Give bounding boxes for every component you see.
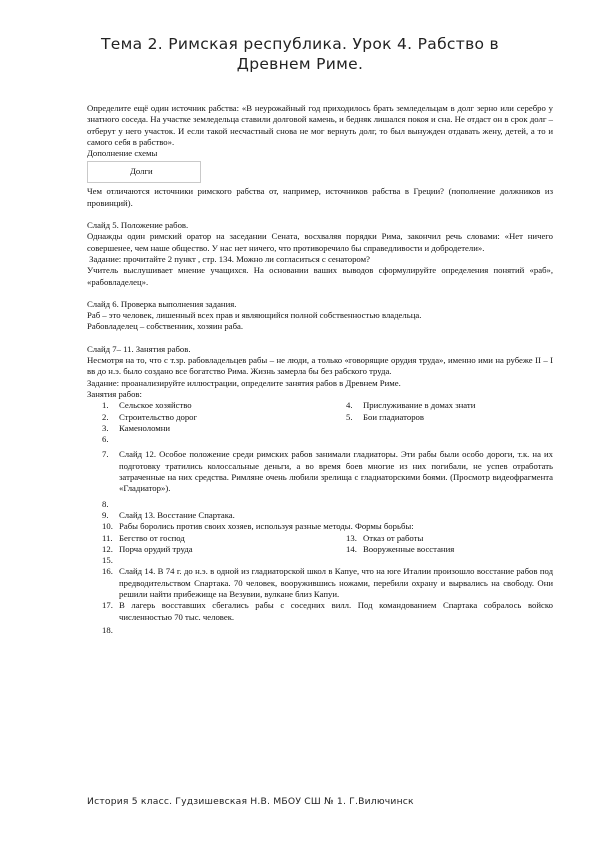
- slide5-task: Задание: прочитайте 2 пункт , стр. 134. Можно ли согласиться с сенатором?: [87, 253, 370, 264]
- slave-definition: Раб – это человек, лишенный всех прав и являющийся полной собственностью владельца.: [87, 310, 422, 321]
- list-row: [102, 600, 553, 623]
- document-body: [87, 103, 553, 636]
- list-item: Вооруженные восстания: [363, 543, 455, 554]
- slide6-title: Слайд 6. Проверка выполнения задания.: [87, 298, 237, 309]
- struggle-forms-label: Рабы боролись против своих хозяев, используя разные методы. Формы борьбы:: [119, 521, 414, 532]
- list-number: 9.: [102, 509, 109, 520]
- list-number: 13.: [346, 532, 357, 543]
- list-number: 16.: [102, 566, 113, 577]
- slide5-teacher-note: Учитель выслушивает мнение учащихся. На основании ваших выводов сформулируйте определения понятий «раб», «рабовладелец».: [87, 265, 553, 287]
- debt-source-paragraph: Определите ещё один источник рабства: «В неурожайный год приходилось брать земледельцам в долг зерно или серебро у знатного соседа. На участке земледельца ставили долговой камень, и бедняк лишался покоя и сна. Не отдаст он в срок долг – отберут у него участок. И если такой несчастный снова не мог вернуть долг, то был вынужден отдавать жену, детей, а то и самого себя в рабство».: [87, 103, 553, 147]
- list-row: [102, 499, 553, 510]
- scheme-box: [87, 161, 201, 183]
- list-row: [102, 510, 553, 521]
- list-row: [102, 521, 553, 532]
- list-number: 8.: [102, 498, 109, 509]
- list-number: 15.: [102, 555, 113, 566]
- list-item: Порча орудий труда: [119, 543, 193, 554]
- comparison-question: Чем отличаются источники римского рабства от, например, источников рабства в Греции? (пополнение должников из провинций).: [87, 186, 553, 208]
- list-number: 2.: [102, 411, 109, 422]
- list-number: 12.: [102, 543, 113, 554]
- gladiators-paragraph: Слайд 12. Особое положение среди римских рабов занимали гладиаторы. Эти рабы были особо дороги, т.к. на их подготовку тратились колоссальные деньги, а во время боев многие из них погибали, не успев отработать затраченные на них средства. Римляне очень любили зрелища с гладиаторскими боями. (Просмотр видеофрагмента «Гладиатор»).: [119, 449, 553, 494]
- list-number: 1.: [102, 400, 109, 411]
- list-number: 14.: [346, 543, 357, 554]
- list-item: Прислуживание в домах знати: [363, 400, 476, 411]
- list-number: 11.: [102, 532, 113, 543]
- list-item: Бегство от господ: [119, 532, 185, 543]
- lesson-title: [60, 34, 540, 74]
- list-number: 3.: [102, 422, 109, 433]
- scheme-label: Дополнение схемы: [87, 148, 158, 159]
- list-row: [102, 544, 553, 555]
- list-number: 6.: [102, 434, 109, 445]
- slide5-title: Слайд 5. Положение рабов.: [87, 220, 189, 231]
- numbered-list: [87, 400, 553, 636]
- slide7-text: Несмотря на то, что с т.зр. рабовладельцев рабы – не люди, а только «говорящие орудия труда», именно ими на рубеже II – I вв до н.э. было создано все богатство Рима. Жизнь замерла бы без рабского труда.: [87, 355, 553, 377]
- list-item: Сельское хозяйство: [119, 400, 192, 411]
- list-item: Каменоломни: [119, 422, 171, 433]
- list-row: [102, 400, 553, 411]
- list-row: [102, 434, 553, 445]
- list-number: 7.: [102, 449, 109, 460]
- title-line-1: Тема 2. Римская республика. Урок 4. Рабство в: [101, 35, 499, 53]
- list-row: [102, 555, 553, 566]
- spartacus-uprising-paragraph: Слайд 14. В 74 г. до н.э. в одной из гладиаторской школ в Капуе, что на юге Италии произошло восстание рабов под предводительством Спартака. 70 человек, вооружившись ножами, перебили охрану и вырвались на свободу. Они решили найти прибежище на Везувии, вулкане близ Капуи.: [119, 566, 553, 599]
- scheme-box-text: Долги: [130, 166, 153, 177]
- list-number: 18.: [102, 624, 113, 635]
- title-line-2: Древнем Риме.: [236, 55, 364, 73]
- list-row: [102, 625, 553, 636]
- list-item: Бои гладиаторов: [363, 411, 424, 422]
- slide7-title: Слайд 7– 11. Занятия рабов.: [87, 343, 191, 354]
- list-row: [102, 423, 553, 434]
- list-item: Строительство дорог: [119, 411, 198, 422]
- list-number: 17.: [102, 600, 113, 611]
- list-item: Отказ от работы: [363, 532, 424, 543]
- spartacus-army-paragraph: В лагерь восставших сбегались рабы с соседних вилл. Под командованием Спартака собралось войско численностью 70 тыс. человек.: [119, 600, 553, 622]
- list-number: 4.: [346, 400, 353, 411]
- page-footer: История 5 класс. Гудзишевская Н.В. МБОУ СШ № 1. Г.Вилючинск: [87, 796, 414, 807]
- slide13-title: Слайд 13. Восстание Спартака.: [119, 509, 235, 520]
- list-row: [102, 533, 553, 544]
- list-row: [102, 566, 553, 600]
- slide5-text: Однажды один римский оратор на заседании Сената, восхваляя порядки Рима, закончил речь словами: «Нет ничего совершенее, чем наше общество. У нас нет ничего, что противоречило бы справедливости и добродетели».: [87, 231, 553, 253]
- slaveowner-definition: Рабовладелец – собственник, хозяин раба.: [87, 321, 244, 332]
- list-number: 10.: [102, 521, 113, 532]
- list-row: [102, 412, 553, 423]
- slide7-task: Задание: проанализируйте иллюстрации, определите занятия рабов в Древнем Риме.: [87, 377, 401, 388]
- list-row: [102, 449, 553, 494]
- slave-occupations-label: Занятия рабов:: [87, 388, 142, 399]
- list-number: 5.: [346, 411, 353, 422]
